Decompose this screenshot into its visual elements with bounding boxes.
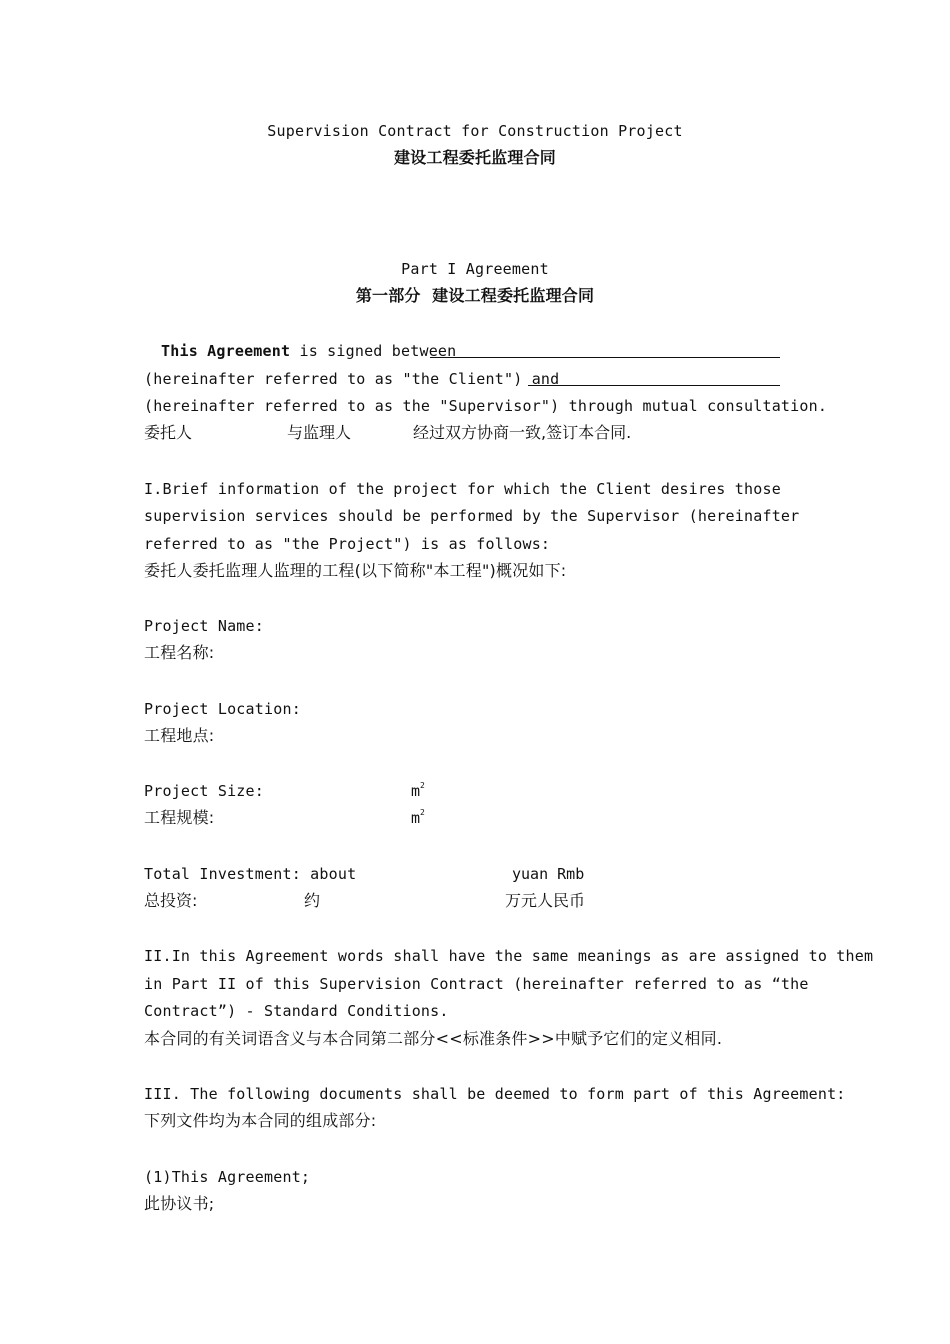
unit-sup: 2 xyxy=(420,781,425,790)
investment-unit-cn: 万元人民币 xyxy=(505,891,586,910)
project-size-unit-en xyxy=(411,781,425,801)
unit-sup: 2 xyxy=(420,808,425,817)
section2-line-2: in Part II of this Supervision Contract (hereinafter referred to as “the xyxy=(144,975,809,993)
unit-m: m xyxy=(411,809,421,827)
section1-line-3: referred to as "the Project") is as follows: xyxy=(144,535,551,553)
section2-line-1: II.In this Agreement words shall have the same meanings as are assigned to them xyxy=(144,947,874,965)
unit-m: m xyxy=(411,782,421,800)
intro-lead-bold: This Agreement xyxy=(161,342,291,360)
project-size-unit-cn xyxy=(411,808,425,828)
investment-label-cn: 总投资: xyxy=(144,891,198,910)
section1-line-1: I.Brief information of the project for which the Client desires those xyxy=(144,480,781,498)
project-size-label-cn: 工程规模: xyxy=(144,808,215,827)
intro-line-3: (hereinafter referred to as the "Supervisor") through mutual consultation. xyxy=(144,397,828,415)
intro-line-2: (hereinafter referred to as "the Client") and xyxy=(144,370,560,388)
part1-heading-cn: 第一部分 建设工程委托监理合同 xyxy=(355,286,595,305)
title-cn: 建设工程委托监理合同 xyxy=(393,148,556,167)
project-location-label-cn: 工程地点: xyxy=(144,726,215,745)
section3-cn: 下列文件均为本合同的组成部分: xyxy=(144,1111,377,1130)
section1-line-2: supervision services should be performed by the Supervisor (hereinafter xyxy=(144,507,800,525)
part1-heading-en: Part I Agreement xyxy=(401,260,549,278)
section2-line-3: Contract”) - Standard Conditions. xyxy=(144,1002,449,1020)
investment-unit-en: yuan Rmb xyxy=(512,865,585,883)
project-name-label-en: Project Name: xyxy=(144,617,264,635)
investment-about-cn: 约 xyxy=(304,891,321,910)
intro-lead-rest: is signed between xyxy=(290,342,457,360)
project-location-label-en: Project Location: xyxy=(144,700,301,718)
title-en: Supervision Contract for Construction Project xyxy=(267,122,683,140)
client-name-blank xyxy=(430,341,780,358)
investment-label-en: Total Investment: about xyxy=(144,865,357,883)
project-name-label-cn: 工程名称: xyxy=(144,643,215,662)
section1-cn: 委托人委托监理人监理的工程(以下简称"本工程")概况如下: xyxy=(144,561,567,580)
intro-cn-rest: 经过双方协商一致,签订本合同. xyxy=(413,423,632,442)
section2-cn: 本合同的有关词语含义与本合同第二部分<<标准条件>>中赋予它们的定义相同. xyxy=(144,1029,723,1048)
supervisor-name-blank xyxy=(528,369,780,386)
item1-en: (1)This Agreement; xyxy=(144,1168,311,1186)
item1-cn: 此协议书; xyxy=(144,1194,215,1213)
intro-cn-with: 与监理人 xyxy=(287,423,352,442)
section3-line-1: III. The following documents shall be deemed to form part of this Agreement: xyxy=(144,1085,846,1103)
project-size-label-en: Project Size: xyxy=(144,782,264,800)
intro-line-1 xyxy=(161,341,456,361)
intro-cn-client: 委托人 xyxy=(144,423,193,442)
